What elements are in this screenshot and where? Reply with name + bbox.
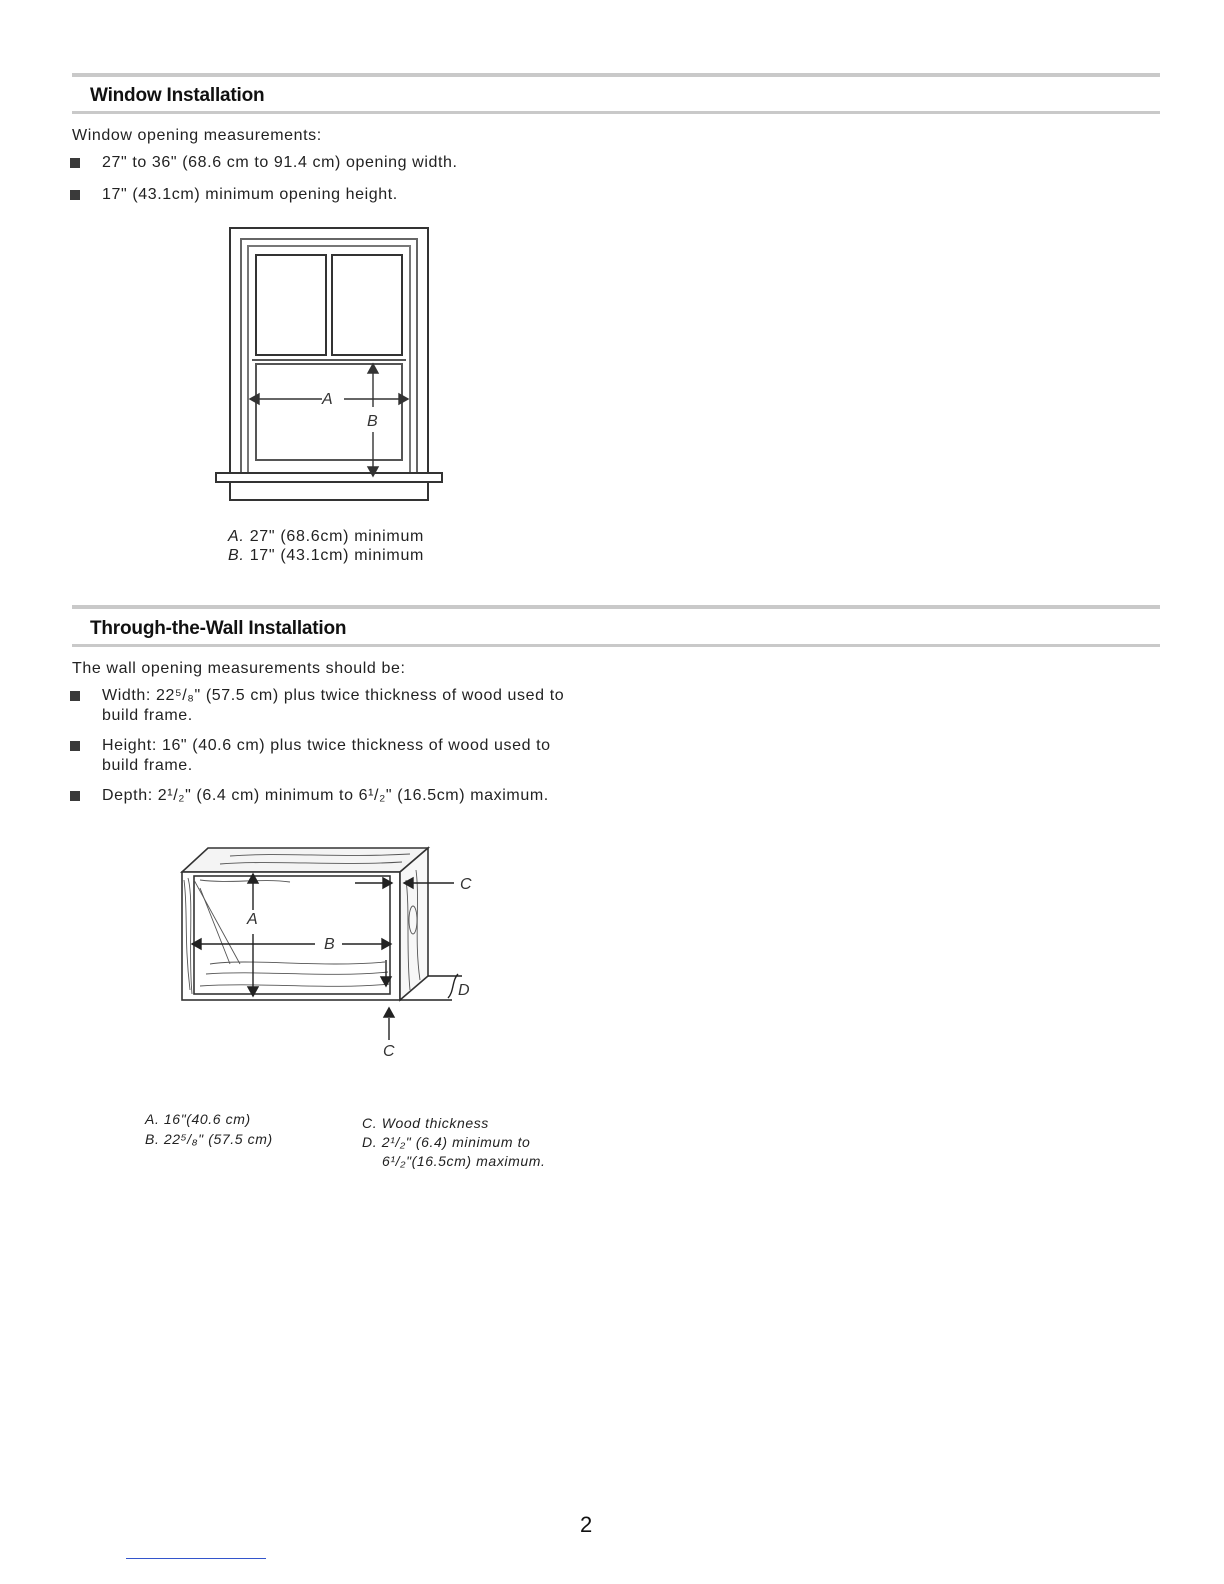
list-item-text: Depth: 2¹/₂" (6.4 cm) minimum to 6¹/₂" (16.5cm) maximum. [102, 787, 549, 804]
window-sill [216, 473, 442, 482]
list-item [70, 153, 458, 173]
list-item [70, 736, 590, 776]
lower-opening [256, 364, 402, 460]
sleeve-front-frame [182, 872, 400, 1000]
list-item-text: Height: 16" (40.6 cm) plus twice thickness of wood used to build frame. [102, 737, 551, 774]
upper-right-pane [332, 255, 402, 355]
caption-text: 27" (68.6cm) minimum [249, 528, 425, 545]
footer-divider [126, 1558, 266, 1559]
window-apron [230, 482, 428, 500]
arrow-up-icon [368, 364, 378, 373]
arrow-right-icon [399, 394, 408, 404]
bullet-square-icon [70, 691, 80, 701]
wall-sleeve-diagram [170, 840, 490, 1065]
section-top-rule [72, 605, 1160, 609]
diagram-label-a: A [247, 911, 258, 928]
diagram-label-c: C [460, 876, 472, 893]
window-inner-frame [241, 239, 417, 476]
window-installation-heading: Window Installation [90, 85, 265, 106]
wall-caption-d-line1: D. 2¹/₂" (6.4) minimum to [362, 1134, 531, 1150]
diagram-label-c-bottom: C [383, 1043, 395, 1060]
section-bottom-rule [72, 111, 1160, 114]
caption-text: 17" (43.1cm) minimum [249, 547, 425, 564]
bullet-square-icon [70, 190, 80, 200]
sleeve-side-face [400, 848, 428, 1000]
list-item-text: 17" (43.1cm) minimum opening height. [102, 186, 398, 203]
list-item-text: 27" to 36" (68.6 cm to 91.4 cm) opening width. [102, 154, 458, 171]
section-top-rule [72, 73, 1160, 77]
wall-measurement-list [70, 686, 590, 806]
page-number: 2 [580, 1512, 593, 1537]
window-caption-b [228, 547, 424, 565]
window-opening-diagram [210, 222, 450, 508]
list-item [70, 786, 590, 806]
diagram-label-a: A [322, 391, 333, 408]
upper-left-pane [256, 255, 326, 355]
section-bottom-rule [72, 644, 1160, 647]
arrow-left-icon [250, 394, 259, 404]
through-wall-installation-heading: Through-the-Wall Installation [90, 618, 347, 639]
bullet-square-icon [70, 158, 80, 168]
bullet-square-icon [70, 791, 80, 801]
diagram-label-b: B [324, 936, 335, 953]
window-measurement-list [70, 153, 458, 205]
window-outer-frame [230, 228, 428, 476]
arrow-up-icon [384, 1008, 394, 1017]
caption-letter: B. [228, 547, 245, 564]
diagram-label-d: D [458, 982, 470, 999]
list-item [70, 185, 458, 205]
window-caption-a [228, 528, 424, 546]
wall-intro-text: The wall opening measurements should be: [72, 660, 406, 677]
wall-caption-d-line2: 6¹/₂"(16.5cm) maximum. [382, 1153, 546, 1169]
diagram-label-b: B [367, 413, 378, 430]
list-item-text: Width: 22⁵/₈" (57.5 cm) plus twice thickness of wood used to build frame. [102, 687, 565, 724]
wall-caption-b: B. 22⁵/₈" (57.5 cm) [145, 1131, 273, 1147]
window-intro-text: Window opening measurements: [72, 127, 322, 144]
wall-caption-c: C. Wood thickness [362, 1115, 489, 1131]
caption-letter: A. [228, 528, 245, 545]
list-item [70, 686, 590, 726]
sleeve-top-face [182, 848, 428, 872]
wall-caption-a: A. 16"(40.6 cm) [145, 1111, 251, 1127]
bullet-square-icon [70, 741, 80, 751]
